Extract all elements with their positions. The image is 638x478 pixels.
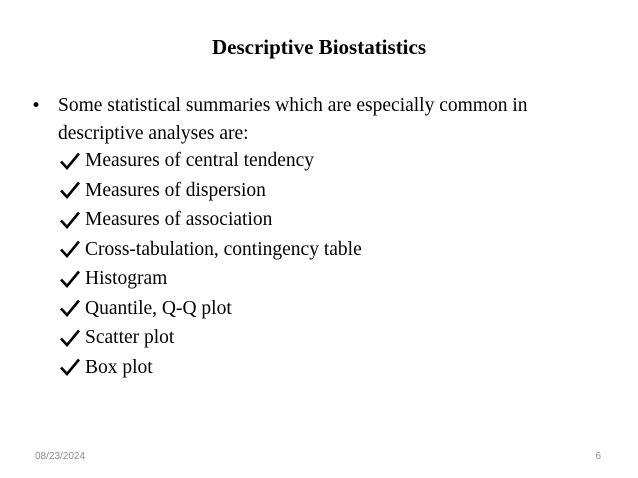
checklist-item bbox=[59, 235, 362, 265]
checklist-item bbox=[59, 205, 362, 235]
checkmark-icon bbox=[59, 328, 81, 348]
checklist-item-label: Measures of association bbox=[85, 209, 273, 230]
checklist-item-label: Measures of central tendency bbox=[85, 150, 315, 171]
checklist-item bbox=[59, 146, 362, 176]
checkmark-icon bbox=[59, 210, 81, 230]
checkmark-icon bbox=[59, 357, 81, 377]
checklist-item-label: Histogram bbox=[85, 268, 168, 289]
checkmark-icon bbox=[59, 269, 81, 289]
slide-title: Descriptive Biostatistics bbox=[211, 35, 427, 59]
bullet-text: Some statistical summaries which are especially common in descriptive analyses are: bbox=[58, 95, 528, 144]
checklist-item bbox=[59, 294, 362, 324]
checklist-item-label: Measures of dispersion bbox=[85, 179, 266, 201]
checklist-item bbox=[59, 264, 362, 294]
checklist-item-label: Scatter plot bbox=[85, 327, 175, 348]
footer-date: 08/23/2024 bbox=[35, 451, 86, 462]
checklist bbox=[59, 146, 362, 382]
checklist-item-label: Quantile, Q-Q plot bbox=[85, 297, 232, 319]
checklist-item bbox=[59, 353, 362, 383]
checkmark-icon bbox=[59, 239, 81, 259]
checklist-item-label: Box plot bbox=[85, 356, 153, 378]
page-number: 6 bbox=[595, 451, 601, 462]
checklist-item-label: Cross-tabulation, contingency table bbox=[85, 238, 362, 260]
bullet-marker: • bbox=[31, 96, 42, 116]
checkmark-icon bbox=[59, 151, 81, 171]
checkmark-icon bbox=[59, 298, 81, 318]
checklist-item bbox=[59, 323, 362, 353]
checklist-item bbox=[59, 176, 362, 206]
checkmark-icon bbox=[59, 180, 81, 200]
